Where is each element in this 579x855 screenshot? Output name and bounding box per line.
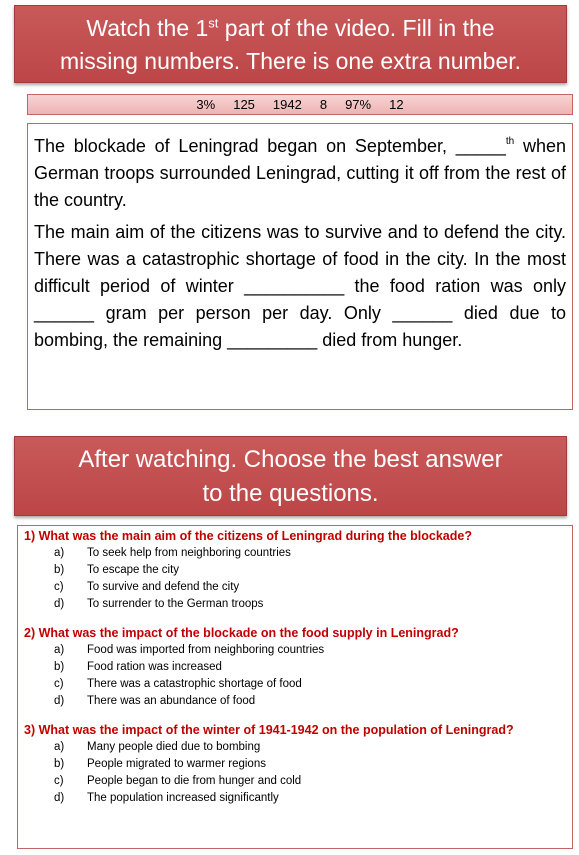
instruction-banner-watch [14, 5, 567, 83]
answer-options [24, 739, 566, 807]
word-bank [27, 94, 573, 115]
instruction-banner-after [14, 436, 567, 516]
question-text: 3) What was the impact of the winter of 1941-1942 on the population of Leningrad? [24, 723, 514, 737]
answer-option[interactable]: c) To survive and defend the city [54, 581, 240, 593]
answer-option[interactable]: b) People migrated to warmer regions [54, 758, 266, 770]
answer-option[interactable]: b) To escape the city [54, 564, 180, 576]
word-bank-item: 125 [233, 97, 255, 112]
word-bank-item: 3% [196, 97, 216, 112]
question-text: 2) What was the impact of the blockade on the food supply in Leningrad? [24, 626, 459, 640]
answer-option[interactable]: d) The population increased significantly [54, 792, 279, 804]
answer-option[interactable]: c) People began to die from hunger and cold [54, 775, 302, 787]
after-line-2: to the questions. [202, 480, 379, 507]
answer-option[interactable]: d) There was an abundance of food [54, 695, 256, 707]
question-2 [24, 626, 566, 710]
word-bank-item: 97% [345, 97, 372, 112]
question-3 [24, 723, 566, 807]
instruction-line-2: missing numbers. There is one extra number. [59, 48, 522, 74]
answer-option[interactable]: a) To seek help from neighboring countries [54, 547, 291, 559]
text-paragraph-1: The blockade of Leningrad began on September, _____$^{th}$ when German troops surrounded Leningrad, cutting it off from the rest of the country. [34, 136, 566, 210]
question-text: 1) What was the main aim of the citizens of Leningrad during the blockade? [24, 529, 472, 543]
answer-options [24, 642, 566, 710]
answer-options [24, 545, 566, 613]
answer-option[interactable]: d) To surrender to the German troops [54, 598, 264, 610]
answer-option[interactable]: a) Many people died due to bombing [54, 741, 261, 753]
word-bank-item: 8 [319, 97, 328, 112]
instruction-line-1: Watch the 1st part of the video. Fill in the [86, 15, 495, 41]
word-bank-item: 1942 [272, 97, 302, 112]
word-bank-item: 12 [389, 97, 404, 112]
fill-in-text-box [27, 123, 573, 410]
answer-option[interactable]: c) There was a catastrophic shortage of food [54, 678, 302, 690]
question-1 [24, 529, 566, 613]
questions-box [17, 525, 573, 849]
answer-option[interactable]: a) Food was imported from neighboring countries [54, 644, 325, 656]
answer-option[interactable]: b) Food ration was increased [54, 661, 222, 673]
superscript-st: st [208, 15, 219, 31]
after-line-1: After watching. Choose the best answer [78, 446, 503, 473]
text-paragraph-2: The main aim of the citizens was to survive and to defend the city. There was a catastrophic shortage of food in the city. In the most difficult period of winter __________ the food ration was only ______ gram per person per day. Only ______ died due to bombing, the remaining _________ died from hunger. [34, 222, 566, 350]
